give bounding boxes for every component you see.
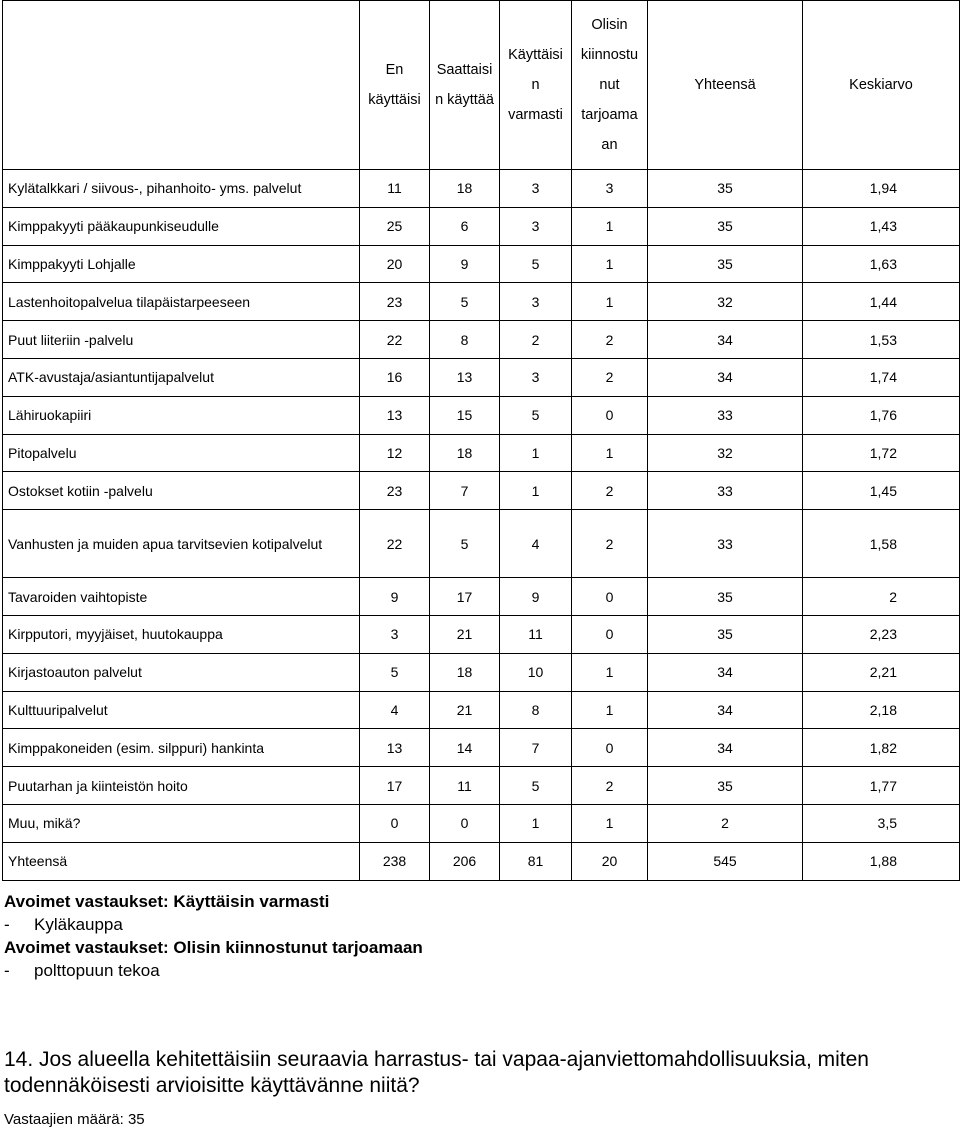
table-row bbox=[3, 615, 960, 653]
row-label: Kylätalkkari / siivous-, pihanhoito- yms. palvelut bbox=[3, 170, 360, 208]
count-cell: 35 bbox=[648, 207, 803, 245]
count-cell: 18 bbox=[430, 653, 500, 691]
average-cell: 3,5 bbox=[803, 804, 960, 842]
count-cell: 1 bbox=[572, 434, 648, 472]
row-label: Yhteensä bbox=[3, 842, 360, 880]
table-row bbox=[3, 510, 960, 578]
column-header-label: Keskiarvo bbox=[849, 77, 913, 93]
count-cell: 5 bbox=[430, 510, 500, 578]
count-cell: 1 bbox=[572, 283, 648, 321]
bullet-dash: - bbox=[4, 961, 10, 980]
bullet-dash: - bbox=[4, 915, 10, 934]
count-cell: 0 bbox=[572, 729, 648, 767]
table-row bbox=[3, 578, 960, 616]
count-cell: 5 bbox=[360, 653, 430, 691]
row-label: Kulttuuripalvelut bbox=[3, 691, 360, 729]
average-cell: 2,18 bbox=[803, 691, 960, 729]
row-label: Tavaroiden vaihtopiste bbox=[3, 578, 360, 616]
table-row bbox=[3, 472, 960, 510]
average-cell: 1,63 bbox=[803, 245, 960, 283]
results-table bbox=[2, 0, 960, 881]
count-cell: 0 bbox=[572, 396, 648, 434]
table-row bbox=[3, 767, 960, 805]
free-answer-item bbox=[4, 913, 423, 936]
row-label: ATK-avustaja/asiantuntijapalvelut bbox=[3, 358, 360, 396]
count-cell: 81 bbox=[500, 842, 572, 880]
count-cell: 0 bbox=[360, 804, 430, 842]
column-header bbox=[572, 1, 648, 170]
count-cell: 34 bbox=[648, 321, 803, 359]
free-answer-text: Kyläkauppa bbox=[34, 915, 123, 934]
row-label: Kirpputori, myyjäiset, huutokauppa bbox=[3, 615, 360, 653]
count-cell: 5 bbox=[500, 767, 572, 805]
count-cell: 3 bbox=[500, 358, 572, 396]
count-cell: 238 bbox=[360, 842, 430, 880]
count-cell: 35 bbox=[648, 245, 803, 283]
count-cell: 20 bbox=[360, 245, 430, 283]
table-row bbox=[3, 245, 960, 283]
column-header-label: En käyttäisi bbox=[368, 62, 421, 108]
count-cell: 35 bbox=[648, 578, 803, 616]
table-row bbox=[3, 321, 960, 359]
row-label: Kirjastoauton palvelut bbox=[3, 653, 360, 691]
count-cell: 2 bbox=[572, 472, 648, 510]
count-cell: 32 bbox=[648, 283, 803, 321]
row-label: Muu, mikä? bbox=[3, 804, 360, 842]
count-cell: 5 bbox=[430, 283, 500, 321]
row-label: Pitopalvelu bbox=[3, 434, 360, 472]
free-answers-heading: Avoimet vastaukset: Olisin kiinnostunut tarjoamaan bbox=[4, 938, 423, 957]
column-header-label: Käyttäisi n varmasti bbox=[508, 47, 563, 123]
count-cell: 9 bbox=[430, 245, 500, 283]
table-row bbox=[3, 653, 960, 691]
count-cell: 2 bbox=[572, 358, 648, 396]
count-cell: 1 bbox=[500, 434, 572, 472]
count-cell: 9 bbox=[500, 578, 572, 616]
average-cell: 1,82 bbox=[803, 729, 960, 767]
count-cell: 34 bbox=[648, 358, 803, 396]
column-header-label: Olisin kiinnostu nut tarjoama an bbox=[580, 17, 639, 153]
count-cell: 34 bbox=[648, 729, 803, 767]
table-row bbox=[3, 804, 960, 842]
table-body bbox=[3, 170, 960, 881]
column-header bbox=[648, 1, 803, 170]
count-cell: 34 bbox=[648, 653, 803, 691]
count-cell: 1 bbox=[572, 653, 648, 691]
count-cell: 4 bbox=[500, 510, 572, 578]
count-cell: 23 bbox=[360, 472, 430, 510]
table-row bbox=[3, 283, 960, 321]
count-cell: 13 bbox=[360, 396, 430, 434]
count-cell: 23 bbox=[360, 283, 430, 321]
average-cell: 1,88 bbox=[803, 842, 960, 880]
count-cell: 3 bbox=[500, 207, 572, 245]
count-cell: 32 bbox=[648, 434, 803, 472]
count-cell: 1 bbox=[500, 472, 572, 510]
count-cell: 15 bbox=[430, 396, 500, 434]
count-cell: 8 bbox=[500, 691, 572, 729]
average-cell: 2 bbox=[803, 578, 960, 616]
count-cell: 20 bbox=[572, 842, 648, 880]
count-cell: 21 bbox=[430, 691, 500, 729]
count-cell: 206 bbox=[430, 842, 500, 880]
column-header bbox=[3, 1, 360, 170]
count-cell: 3 bbox=[572, 170, 648, 208]
count-cell: 25 bbox=[360, 207, 430, 245]
count-cell: 22 bbox=[360, 510, 430, 578]
count-cell: 5 bbox=[500, 396, 572, 434]
free-answer-text: polttopuun tekoa bbox=[34, 961, 160, 980]
count-cell: 12 bbox=[360, 434, 430, 472]
count-cell: 34 bbox=[648, 691, 803, 729]
count-cell: 17 bbox=[430, 578, 500, 616]
table-row bbox=[3, 358, 960, 396]
count-cell: 7 bbox=[430, 472, 500, 510]
count-cell: 2 bbox=[648, 804, 803, 842]
table-row bbox=[3, 691, 960, 729]
count-cell: 3 bbox=[500, 283, 572, 321]
table-row bbox=[3, 729, 960, 767]
table-row bbox=[3, 207, 960, 245]
count-cell: 35 bbox=[648, 615, 803, 653]
table-row bbox=[3, 396, 960, 434]
count-cell: 0 bbox=[572, 578, 648, 616]
count-cell: 18 bbox=[430, 434, 500, 472]
count-cell: 1 bbox=[572, 691, 648, 729]
free-answer-item bbox=[4, 959, 423, 982]
column-header-label: Yhteensä bbox=[694, 77, 756, 93]
count-cell: 7 bbox=[500, 729, 572, 767]
average-cell: 2,23 bbox=[803, 615, 960, 653]
count-cell: 5 bbox=[500, 245, 572, 283]
count-cell: 22 bbox=[360, 321, 430, 359]
count-cell: 18 bbox=[430, 170, 500, 208]
count-cell: 1 bbox=[572, 804, 648, 842]
average-cell: 1,77 bbox=[803, 767, 960, 805]
count-cell: 11 bbox=[430, 767, 500, 805]
count-cell: 35 bbox=[648, 170, 803, 208]
table-row bbox=[3, 170, 960, 208]
average-cell: 2,21 bbox=[803, 653, 960, 691]
count-cell: 6 bbox=[430, 207, 500, 245]
respondent-count: Vastaajien määrä: 35 bbox=[4, 1111, 145, 1128]
row-label: Vanhusten ja muiden apua tarvitsevien kotipalvelut bbox=[3, 510, 360, 578]
row-label: Kimppakoneiden (esim. silppuri) hankinta bbox=[3, 729, 360, 767]
average-cell: 1,53 bbox=[803, 321, 960, 359]
count-cell: 13 bbox=[360, 729, 430, 767]
count-cell: 8 bbox=[430, 321, 500, 359]
average-cell: 1,94 bbox=[803, 170, 960, 208]
count-cell: 9 bbox=[360, 578, 430, 616]
row-label: Puut liiteriin -palvelu bbox=[3, 321, 360, 359]
table-row bbox=[3, 434, 960, 472]
count-cell: 11 bbox=[360, 170, 430, 208]
row-label: Kimppakyyti Lohjalle bbox=[3, 245, 360, 283]
count-cell: 0 bbox=[572, 615, 648, 653]
average-cell: 1,74 bbox=[803, 358, 960, 396]
free-answers-section bbox=[4, 890, 423, 982]
row-label: Lähiruokapiiri bbox=[3, 396, 360, 434]
count-cell: 1 bbox=[572, 245, 648, 283]
count-cell: 10 bbox=[500, 653, 572, 691]
average-cell: 1,43 bbox=[803, 207, 960, 245]
count-cell: 2 bbox=[500, 321, 572, 359]
row-label: Puutarhan ja kiinteistön hoito bbox=[3, 767, 360, 805]
average-cell: 1,76 bbox=[803, 396, 960, 434]
row-label: Lastenhoitopalvelua tilapäistarpeeseen bbox=[3, 283, 360, 321]
count-cell: 3 bbox=[500, 170, 572, 208]
count-cell: 3 bbox=[360, 615, 430, 653]
average-cell: 1,72 bbox=[803, 434, 960, 472]
count-cell: 4 bbox=[360, 691, 430, 729]
count-cell: 14 bbox=[430, 729, 500, 767]
count-cell: 17 bbox=[360, 767, 430, 805]
count-cell: 33 bbox=[648, 472, 803, 510]
column-header bbox=[430, 1, 500, 170]
row-label: Kimppakyyti pääkaupunkiseudulle bbox=[3, 207, 360, 245]
question-heading: 14. Jos alueella kehitettäisiin seuraavia harrastus- tai vapaa-ajanviettomahdollisuuksia, miten todennäköisesti arvioisitte käyttävänne niitä? bbox=[4, 1048, 869, 1097]
free-answers-heading: Avoimet vastaukset: Käyttäisin varmasti bbox=[4, 892, 330, 911]
average-cell: 1,44 bbox=[803, 283, 960, 321]
column-header bbox=[803, 1, 960, 170]
count-cell: 2 bbox=[572, 321, 648, 359]
count-cell: 35 bbox=[648, 767, 803, 805]
count-cell: 16 bbox=[360, 358, 430, 396]
row-label: Ostokset kotiin -palvelu bbox=[3, 472, 360, 510]
average-cell: 1,45 bbox=[803, 472, 960, 510]
count-cell: 1 bbox=[500, 804, 572, 842]
count-cell: 11 bbox=[500, 615, 572, 653]
count-cell: 1 bbox=[572, 207, 648, 245]
count-cell: 13 bbox=[430, 358, 500, 396]
header-row bbox=[3, 1, 960, 170]
count-cell: 0 bbox=[430, 804, 500, 842]
count-cell: 2 bbox=[572, 510, 648, 578]
column-header bbox=[500, 1, 572, 170]
count-cell: 33 bbox=[648, 510, 803, 578]
column-header bbox=[360, 1, 430, 170]
table-row bbox=[3, 842, 960, 880]
count-cell: 545 bbox=[648, 842, 803, 880]
column-header-label: Saattaisi n käyttää bbox=[435, 62, 494, 108]
average-cell: 1,58 bbox=[803, 510, 960, 578]
count-cell: 21 bbox=[430, 615, 500, 653]
count-cell: 33 bbox=[648, 396, 803, 434]
count-cell: 2 bbox=[572, 767, 648, 805]
